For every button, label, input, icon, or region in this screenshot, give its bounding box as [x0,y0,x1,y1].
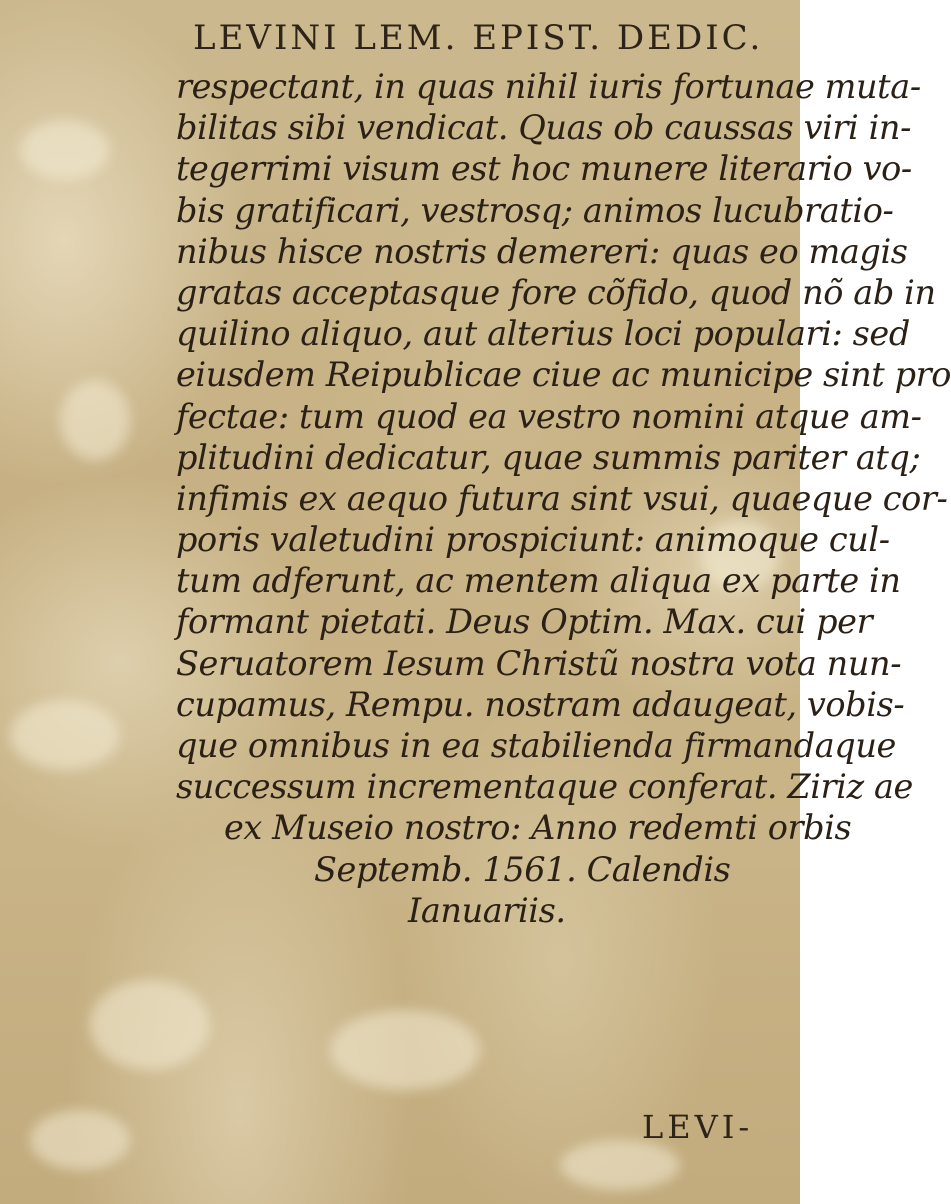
text-line: fectae: tum quod ea vestro nomini atque am- [176,396,922,436]
text-line: gratas acceptasque fore cõfido, quod nõ ab in [176,272,936,312]
text-line: respectant, in quas nihil iuris fortunae muta- [176,67,921,106]
text-line: Septemb. 1561. Calendis [314,849,731,889]
paper-stain [90,980,210,1070]
text-line: quilino aliquo, aut alterius loci populari: sed [176,314,910,354]
text-line: eiusdem Reipublicae ciue ac municipe sint pro [176,355,951,395]
text-line: successum incrementaque conferat. Ziriz ae [176,767,913,807]
text-line: infimis ex aequo futura sint vsui, quaeque cor- [176,478,948,518]
paper-stain [30,1110,130,1170]
text-line: cupamus, Rempu. nostram adaugeat, vobis- [176,684,905,724]
text-line: formant pietati. Deus Optim. Max. cui per [176,602,873,642]
text-line: tegerrimi visum est hoc munere literario vo- [176,149,912,189]
running-header: LEVINI LEM. EPIST. DEDIC. [193,18,764,58]
text-line: bis gratificari, vestrosq; animos lucubratio- [176,190,894,230]
text-line: plitudini dedicatur, quae summis pariter atq; [176,437,921,477]
text-line: tum adferunt, ac mentem aliqua ex parte in [176,561,901,601]
text-line: que omnibus in ea stabilienda firmandaque [176,726,896,765]
paper-stain [330,1010,480,1090]
paper-stain [10,700,120,770]
paper-stain [20,120,110,180]
text-line: Ianuariis. [408,890,566,930]
text-line: Seruatorem Iesum Christũ nostra vota nun- [176,643,902,683]
text-line: poris valetudini prospiciunt: animoque cul- [176,520,890,560]
body-text [176,66,951,931]
catchword: LEVI- [642,1108,754,1146]
text-line: ex Museio nostro: Anno redemti orbis [224,808,852,848]
text-line: bilitas sibi vendicat. Quas ob caussas viri in- [176,108,911,148]
paper-stain [60,380,130,460]
text-line: nibus hisce nostris demereri: quas eo magis [176,231,908,271]
paper-stain [560,1140,680,1190]
